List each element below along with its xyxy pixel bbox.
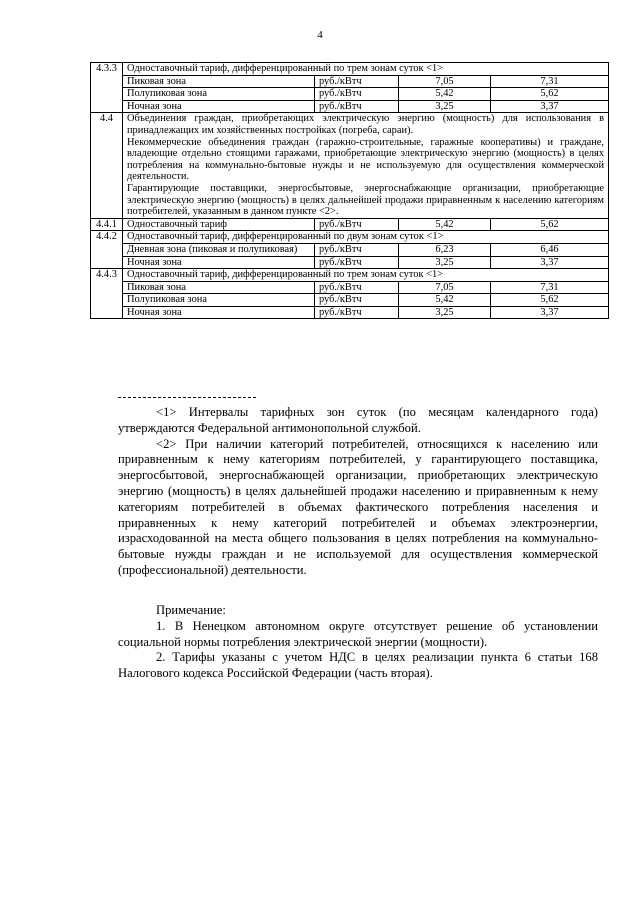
tariff-value: 6,23 (399, 243, 491, 256)
page-number: 4 (317, 29, 323, 41)
footnote-2: <2> При наличии категорий потребителей, относящихся к населению или приравненным к нему категориям потребителей, у гарантирующего поставщика, энергосбытовой, энергоснабжающей организации, приобретающих электрическую энергию (мощность) в целях дальнейшей продажи населению и приравненным к нему категориям потребителей в объемах фактического потребления населения и приравненных к нему категорий потребителей и объемах электроэнергии, израсходованной на места общего пользования в целях потребления на коммунально-бытовые нужды граждан и не используемой для осуществления коммерческой (профессиональной) деятельности. (118, 436, 598, 577)
zone-name: Полупиковая зона (123, 88, 315, 101)
remarks-heading: Примечание: (156, 603, 226, 617)
unit-cell: руб./кВтч (315, 256, 399, 269)
table-row (91, 100, 609, 113)
tariff-value: 5,62 (491, 218, 609, 231)
tariff-table (90, 62, 609, 319)
table-row (91, 231, 609, 244)
table-row (91, 63, 609, 76)
table-row (91, 75, 609, 88)
tariff-value: 5,42 (399, 88, 491, 101)
remarks (118, 603, 598, 682)
zone-name: Пиковая зона (123, 75, 315, 88)
zone-name: Ночная зона (123, 306, 315, 319)
row-number: 4.4.3 (91, 269, 123, 319)
tariff-value: 7,05 (399, 281, 491, 294)
tariff-value: 5,62 (491, 88, 609, 101)
tariff-value: 5,42 (399, 218, 491, 231)
category-paragraph: Некоммерческие объединения граждан (гаражно-строительные, гаражные кооперативы) и граждане, владеющие отдельно стоящими гаражами, приобретающие электрическую энергию (мощность) в целях потребления на коммунально-бытовые нужды и не используемую для осуществления коммерческой деятельности. (127, 136, 605, 183)
unit-cell: руб./кВтч (315, 88, 399, 101)
table-row (91, 243, 609, 256)
row-number: 4.4 (91, 113, 123, 218)
tariff-value: 5,42 (399, 294, 491, 307)
tariff-value: 3,37 (491, 256, 609, 269)
row-number: 4.4.1 (91, 218, 123, 231)
category-paragraph: Гарантирующие поставщики, энергосбытовые, энергоснабжающие организации, приобретающие электрическую энергию (мощность) в целях дальнейшей продажи приравненным к населению категориям потребителей, указанным в данном пункте <2>. (127, 182, 605, 218)
tariff-value: 7,31 (491, 281, 609, 294)
tariff-value: 7,31 (491, 75, 609, 88)
footnote-1: <1> Интервалы тарифных зон суток (по месяцам календарного года) утверждаются Федеральной антимонопольной службой. (118, 405, 598, 435)
category-description (123, 113, 609, 218)
tariff-value: 3,25 (399, 256, 491, 269)
table-row (91, 218, 609, 231)
tariff-value: 7,05 (399, 75, 491, 88)
tariff-value: 3,25 (399, 306, 491, 319)
unit-cell: руб./кВтч (315, 100, 399, 113)
tariff-value: 5,62 (491, 294, 609, 307)
tariff-value: 3,37 (491, 100, 609, 113)
tariff-value: 6,46 (491, 243, 609, 256)
unit-cell: руб./кВтч (315, 281, 399, 294)
zone-name: Дневная зона (пиковая и полупиковая) (123, 243, 315, 256)
row-number: 4.4.2 (91, 231, 123, 269)
table-row (91, 306, 609, 319)
group-header: Одноставочный тариф, дифференцированный по трем зонам суток <1> (123, 269, 609, 282)
table-row (91, 294, 609, 307)
table-row (91, 88, 609, 101)
unit-cell: руб./кВтч (315, 218, 399, 231)
group-header: Одноставочный тариф, дифференцированный по трем зонам суток <1> (123, 63, 609, 76)
table-row (91, 269, 609, 282)
unit-cell: руб./кВтч (315, 294, 399, 307)
zone-name: Ночная зона (123, 256, 315, 269)
remark-2: 2. Тарифы указаны с учетом НДС в целях реализации пункта 6 статьи 168 Налогового кодекса Российской Федерации (часть вторая). (118, 650, 598, 681)
category-paragraph: Объединения граждан, приобретающих электрическую энергию (мощность) для использования в принадлежащих им хозяйственных постройках (погреба, сараи). (127, 113, 605, 136)
footnote-separator (118, 397, 256, 398)
unit-cell: руб./кВтч (315, 243, 399, 256)
remark-1: 1. В Ненецком автономном округе отсутствует решение об установлении социальной нормы потребления электрической энергии (мощности). (118, 618, 598, 649)
zone-name: Пиковая зона (123, 281, 315, 294)
tariff-value: 3,25 (399, 100, 491, 113)
unit-cell: руб./кВтч (315, 306, 399, 319)
footnotes (118, 405, 598, 579)
tariff-value: 3,37 (491, 306, 609, 319)
zone-name: Ночная зона (123, 100, 315, 113)
table-row (91, 256, 609, 269)
group-header: Одноставочный тариф, дифференцированный по двум зонам суток <1> (123, 231, 609, 244)
tariff-name: Одноставочный тариф (123, 218, 315, 231)
unit-cell: руб./кВтч (315, 75, 399, 88)
zone-name: Полупиковая зона (123, 294, 315, 307)
row-number: 4.3.3 (91, 63, 123, 113)
table-row (91, 281, 609, 294)
table-row (91, 113, 609, 218)
